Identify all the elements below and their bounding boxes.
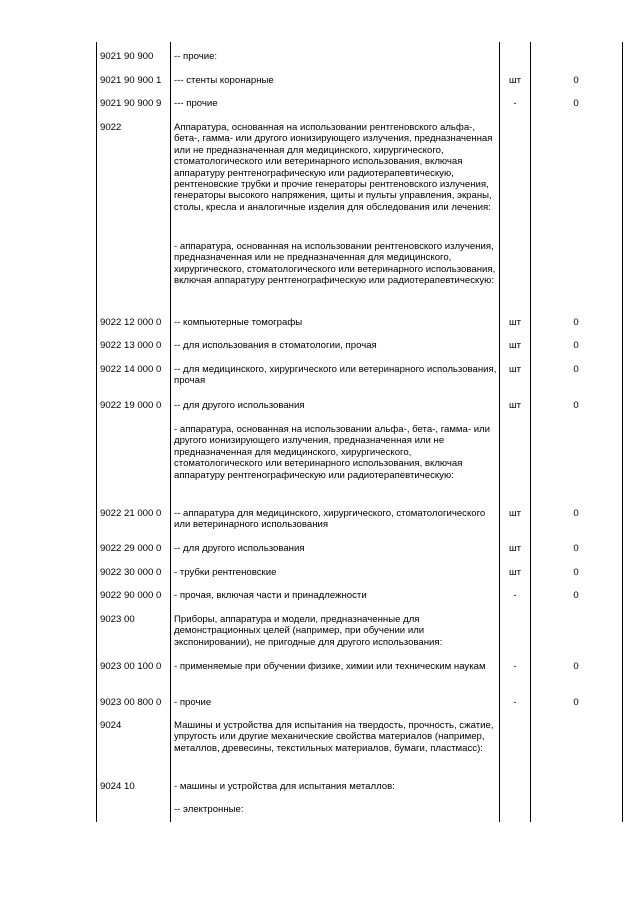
goods-description: -- для другого использования <box>174 543 305 554</box>
duty-rate: 0 <box>573 697 579 708</box>
goods-description: --- прочие <box>174 98 218 109</box>
tariff-code: 9022 29 000 0 <box>100 543 162 554</box>
unit-of-measure: шт <box>508 567 522 578</box>
duty-rate: 0 <box>573 567 579 578</box>
column-divider <box>170 42 171 822</box>
goods-description: -- для медицинского, хирургического или ветеринарного использования, прочая <box>174 364 497 387</box>
unit-of-measure: шт <box>508 317 522 328</box>
tariff-code: 9022 <box>100 122 122 133</box>
duty-rate: 0 <box>573 98 579 109</box>
tariff-code: 9022 13 000 0 <box>100 340 162 351</box>
goods-description: - аппаратура, основанная на использовании рентгеновского излучения, предназначенная или не предназначенная для медицинского, хирургического, стоматологического или ветеринарного использования, включая аппаратуру рентгенографическую или радиотерапевтическую: <box>174 241 496 287</box>
goods-description: - машины и устройства для испытания металлов: <box>174 781 395 792</box>
duty-rate: 0 <box>573 508 579 519</box>
tariff-code: 9022 19 000 0 <box>100 400 162 411</box>
unit-of-measure: шт <box>508 340 522 351</box>
unit-of-measure: шт <box>508 400 522 411</box>
unit-of-measure: шт <box>508 364 522 375</box>
unit-of-measure: шт <box>508 543 522 554</box>
unit-of-measure: - <box>513 661 517 672</box>
column-divider <box>622 42 623 822</box>
duty-rate: 0 <box>573 317 579 328</box>
goods-description: - применяемые при обучении физике, химии или техническим наукам <box>174 661 486 672</box>
duty-rate: 0 <box>573 543 579 554</box>
column-divider <box>530 42 531 822</box>
goods-description: - прочая, включая части и принадлежности <box>174 590 367 601</box>
goods-description: --- стенты коронарные <box>174 75 274 86</box>
tariff-code: 9022 30 000 0 <box>100 567 162 578</box>
tariff-code: 9022 12 000 0 <box>100 317 162 328</box>
tariff-code: 9024 <box>100 720 122 731</box>
tariff-code: 9021 90 900 <box>100 51 154 62</box>
tariff-code: 9022 90 000 0 <box>100 590 162 601</box>
tariff-code: 9022 14 000 0 <box>100 364 162 375</box>
tariff-code: 9021 90 900 9 <box>100 98 162 109</box>
goods-description: - прочие <box>174 697 212 708</box>
tariff-code: 9023 00 800 0 <box>100 697 162 708</box>
duty-rate: 0 <box>573 590 579 601</box>
goods-description: Приборы, аппаратура и модели, предназначенные для демонстрационных целей (например, при обучении или экспонировании), не пригодные для другого использования: <box>174 614 443 648</box>
tariff-code: 9023 00 100 0 <box>100 661 162 672</box>
goods-description: -- аппаратура для медицинского, хирургического, стоматологического или ветеринарного использования <box>174 508 486 531</box>
goods-description: -- прочие: <box>174 51 218 62</box>
goods-description: - трубки рентгеновские <box>174 567 277 578</box>
duty-rate: 0 <box>573 364 579 375</box>
unit-of-measure: - <box>513 697 517 708</box>
duty-rate: 0 <box>573 75 579 86</box>
goods-description: Машины и устройства для испытания на твердость, прочность, сжатие, упругость или другие механические свойства материалов (например, металлов, древесины, текстильных материалов, бумаги, пластмасс): <box>174 720 494 754</box>
tariff-code: 9022 21 000 0 <box>100 508 162 519</box>
tariff-code: 9021 90 900 1 <box>100 75 162 86</box>
unit-of-measure: шт <box>508 508 522 519</box>
column-divider <box>96 42 97 822</box>
goods-description: -- для другого использования <box>174 400 305 411</box>
unit-of-measure: - <box>513 590 517 601</box>
goods-description: -- для использования в стоматологии, прочая <box>174 340 377 351</box>
duty-rate: 0 <box>573 400 579 411</box>
duty-rate: 0 <box>573 661 579 672</box>
unit-of-measure: - <box>513 98 517 109</box>
duty-rate: 0 <box>573 340 579 351</box>
goods-description: Аппаратура, основанная на использовании рентгеновского альфа-, бета-, гамма- или другого ионизирующего излучения, предназначенная или не предназначенная для медицинского, хирургического, стоматологического или ветеринарного использования, включая аппаратуру рентгенографическую или радиотерапевтическую, рентгеновские трубки и прочие генераторы рентгеновского излучения, генераторы высокого напряжения, щиты и пульты управления, экраны, столы, кресла и аналогичные изделия для обследования или лечения: <box>174 122 493 213</box>
unit-of-measure: шт <box>508 75 522 86</box>
tariff-code: 9024 10 <box>100 781 135 792</box>
tariff-code: 9023 00 <box>100 614 135 625</box>
goods-description: -- электронные: <box>174 804 244 815</box>
goods-description: -- компьютерные томографы <box>174 317 303 328</box>
goods-description: - аппаратура, основанная на использовании альфа-, бета-, гамма- или другого ионизирующего излучения, предназначенная или не предназначенная для медицинского, хирургического, стоматологического или ветеринарного использования, включая аппаратуру рентгенографическую или радиотерапевтическую: <box>174 424 491 481</box>
